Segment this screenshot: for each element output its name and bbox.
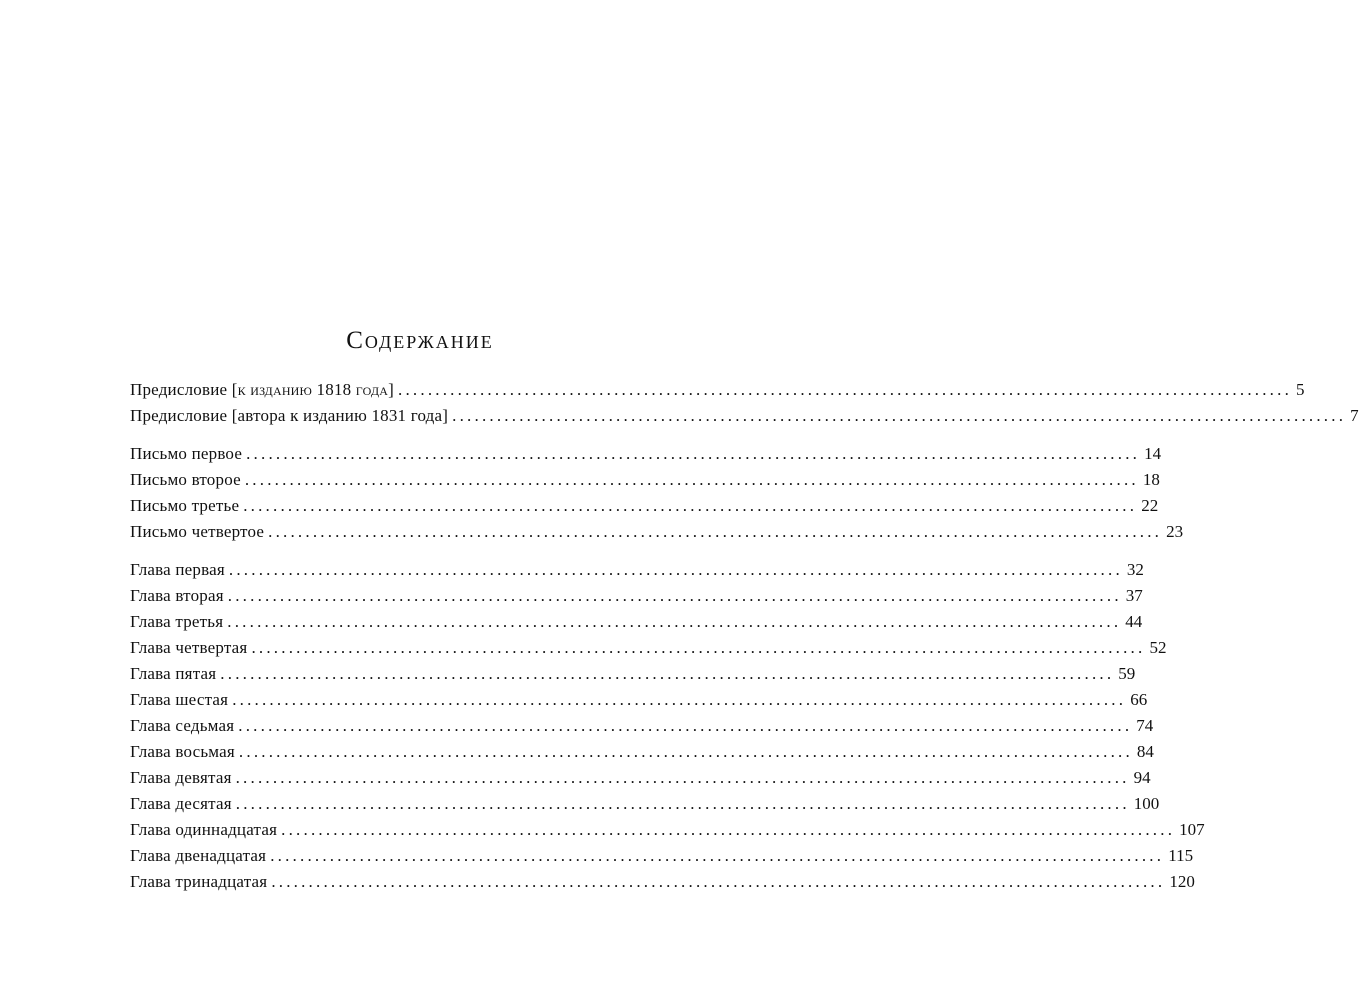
toc-leader-dots: ........................................................................................................................ xyxy=(238,716,1133,735)
toc-entry-chapter-3[interactable] xyxy=(130,609,1143,635)
toc-group-prefaces xyxy=(130,377,1359,429)
toc-page-number: 14 xyxy=(1144,444,1162,463)
toc-leader-dots: ........................................................................................................................ xyxy=(232,690,1127,709)
toc-page-number: 7 xyxy=(1350,406,1359,425)
toc-entry-chapter-7[interactable] xyxy=(130,713,1154,739)
toc-leader-dots: ........................................................................................................................ xyxy=(220,664,1115,683)
toc-page-number: 115 xyxy=(1168,846,1194,865)
toc-leader-dots: ........................................................................................................................ xyxy=(270,846,1165,865)
toc-group-letters xyxy=(130,441,1184,545)
toc-entry-chapter-2[interactable] xyxy=(130,583,1143,609)
toc-page-number: 107 xyxy=(1179,820,1205,839)
toc-entry-title: Глава десятая xyxy=(130,794,232,813)
toc-page-number: 66 xyxy=(1130,690,1148,709)
toc-page-number: 59 xyxy=(1118,664,1136,683)
toc-entry-chapter-13[interactable] xyxy=(130,869,1195,895)
toc-leader-dots: ........................................................................................................................ xyxy=(227,586,1122,605)
toc-leader-dots: ........................................................................................................................ xyxy=(271,872,1166,891)
toc-entry-title: Глава третья xyxy=(130,612,224,631)
toc-leader-dots: ........................................................................................................................ xyxy=(244,470,1139,489)
toc-leader-dots: ........................................................................................................................ xyxy=(452,406,1347,425)
toc-page-number: 18 xyxy=(1142,470,1160,489)
toc-entry-preface-1831[interactable] xyxy=(130,403,1359,429)
toc-entry-title: Глава одиннадцатая xyxy=(130,820,278,839)
toc-entry-chapter-9[interactable] xyxy=(130,765,1151,791)
toc-page-number: 120 xyxy=(1169,872,1195,891)
toc-entry-title: Письмо второе xyxy=(130,470,241,489)
toc-entry-title: Глава пятая xyxy=(130,664,217,683)
toc-entry-chapter-11[interactable] xyxy=(130,817,1205,843)
toc-leader-dots: ........................................................................................................................ xyxy=(246,444,1141,463)
toc-entry-chapter-1[interactable] xyxy=(130,557,1144,583)
toc-page-number: 94 xyxy=(1133,768,1151,787)
toc-leader-dots: ........................................................................................................................ xyxy=(281,820,1176,839)
toc-page-number: 32 xyxy=(1126,560,1144,579)
toc-page-number: 52 xyxy=(1149,638,1167,657)
toc-leader-dots: ........................................................................................................................ xyxy=(235,768,1130,787)
toc-entry-title: Глава седьмая xyxy=(130,716,235,735)
toc-entry-chapter-5[interactable] xyxy=(130,661,1136,687)
toc-entry-letter-1[interactable] xyxy=(130,441,1162,467)
toc-leader-dots: ........................................................................................................................ xyxy=(243,496,1138,515)
toc-page-number: 23 xyxy=(1166,522,1184,541)
toc-entry-title: Письмо третье xyxy=(130,496,240,515)
toc-entry-chapter-12[interactable] xyxy=(130,843,1194,869)
toc-entry-letter-2[interactable] xyxy=(130,467,1160,493)
toc-entry-title: Глава вторая xyxy=(130,586,224,605)
toc-entry-chapter-10[interactable] xyxy=(130,791,1160,817)
toc-page-number: 37 xyxy=(1125,586,1143,605)
toc-entry-chapter-4[interactable] xyxy=(130,635,1167,661)
toc-entry-title: Глава тринадцатая xyxy=(130,872,268,891)
toc-entry-title: Глава девятая xyxy=(130,768,232,787)
toc-leader-dots: ........................................................................................................................ xyxy=(228,560,1123,579)
toc-page-number: 100 xyxy=(1133,794,1160,813)
toc-group-chapters xyxy=(130,557,1205,895)
toc-page-number: 44 xyxy=(1125,612,1143,631)
toc-entry-title: Глава четвертая xyxy=(130,638,248,657)
toc-entry-title: Глава восьмая xyxy=(130,742,235,761)
toc-leader-dots: ........................................................................................................................ xyxy=(251,638,1146,657)
toc-entry-letter-4[interactable] xyxy=(130,519,1184,545)
toc-entry-title: Глава первая xyxy=(130,560,225,579)
toc-page-number: 22 xyxy=(1141,496,1159,515)
toc-entry-title: Глава шестая xyxy=(130,690,229,709)
toc-leader-dots: ........................................................................................................................ xyxy=(238,742,1133,761)
toc-entry-chapter-6[interactable] xyxy=(130,687,1148,713)
toc-entry-chapter-8[interactable] xyxy=(130,739,1154,765)
toc-entry-title: Предисловие [автора к изданию 1831 года] xyxy=(130,406,449,425)
toc-leader-dots: ........................................................................................................................ xyxy=(227,612,1122,631)
toc-entry-letter-3[interactable] xyxy=(130,493,1159,519)
table-of-contents xyxy=(130,377,1359,907)
toc-leader-dots: ........................................................................................................................ xyxy=(235,794,1130,813)
toc-leader-dots: ........................................................................................................................ xyxy=(268,522,1163,541)
toc-page-number: 74 xyxy=(1136,716,1154,735)
toc-entry-title: Письмо первое xyxy=(130,444,243,463)
toc-entry-title: Письмо четвертое xyxy=(130,522,265,541)
toc-entry-title: Глава двенадцатая xyxy=(130,846,267,865)
page-title: Содержание xyxy=(346,327,494,354)
toc-entry-title: Предисловие [к изданию 1818 года] xyxy=(130,380,395,399)
toc-entry-preface-1818[interactable] xyxy=(130,377,1305,403)
toc-page-number: 5 xyxy=(1296,380,1305,399)
toc-leader-dots: ........................................................................................................................ xyxy=(398,380,1293,399)
toc-page-number: 84 xyxy=(1136,742,1154,761)
